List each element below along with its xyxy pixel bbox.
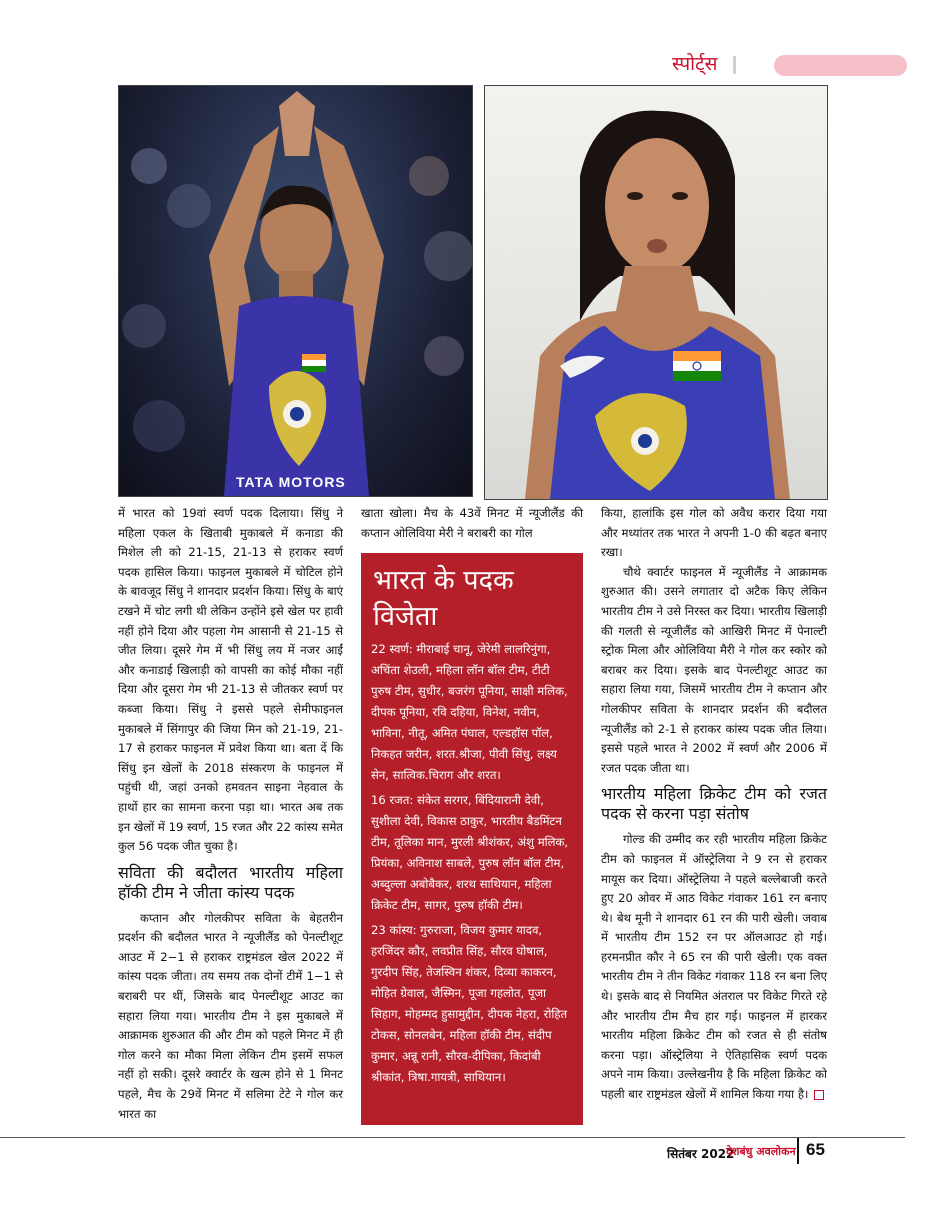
bronze-medal-list: 23 कांस्य: गुरुराजा, विजय कुमार यादव, हरजिंदर कौर, लवप्रीत सिंह, सौरव घोषाल, गुरदीप सिंह, तेजस्विन शंकर, दिव्या काकरन, मोहित ग्रेवाल, जैस्मिन, पूजा गहलोत, पूजा सिहाग, मोहम्मद हुसामुद्दीन, दीपक नेहरा, रोहित टोकस, सोनलबेन, महिला हॉकी टीम, संदीप कुमार, अन्नू रानी, सौरव-दीपिका, किदांबी श्रीकांत, त्रिषा.गायत्री, साथियान।	[371, 923, 568, 1084]
wrestler-male-photo	[118, 85, 473, 497]
wrestler-female-illustration	[485, 86, 827, 499]
article-column-1	[118, 504, 343, 1124]
section-divider	[733, 56, 736, 74]
section-label: स्पोर्ट्स	[672, 53, 718, 75]
magazine-logo: देशबंधु अवलोकन	[726, 1145, 796, 1158]
footer-separator	[797, 1138, 799, 1164]
section-pill-decoration	[774, 55, 907, 76]
footer-rule	[0, 1137, 905, 1138]
article-subheading: सविता की बदौलत भारतीय महिला हॉकी टीम ने जीता कांस्य पदक	[118, 862, 343, 902]
jersey-sponsor-text: TATA MOTORS	[236, 474, 346, 490]
issue-date: सितंबर 2022	[667, 1147, 735, 1161]
article-paragraph: कप्तान और गोलकीपर सविता के बेहतरीन प्रदर्शन की बदौलत भारत ने न्यूजीलैंड को पेनल्टीशूट आउट में 2−1 से हराकर राष्ट्रमंडल खेल 2022 में कांस्य पदक जीता। तय समय तक दोनों टीमें 1−1 से बराबरी पर थीं, जिसके बाद पेनल्टीशूट आउट का सहारा लिया गया। भारतीय टीम ने इस मुकाबले में आक्रामक शुरुआत की और टीम को पहले मिनट में ही गोल करने का मौका मिला लेकिन टीम इसमें सफल नहीं हो सकी। दूसरे क्वार्टर के खत्म होने से 1 मिनट पहले, मैच के 29वें मिनट में सलिमा टेटे ने गोल कर भारत का	[118, 910, 343, 1121]
page-number: 65	[806, 1140, 825, 1159]
gold-medal-list: 22 स्वर्ण: मीराबाई चानू, जेरेमी लालरिनुंगा, अचिंता शेउली, महिला लॉन बॉल टीम, टीटी पुरुष टीम, सुधीर, बजरंग पूनिया, साक्षी मलिक, दीपक पूनिया, रवि दहिया, विनेश, नवीन, भाविना, नीतू, अमित पंघाल, एल्डहॉस पॉल, निकहत जरीन, शरत.श्रीजा, पीवी सिंधु, लक्ष्य सेन, सात्विक.चिराग और शरत।	[371, 642, 568, 782]
article-paragraph: चौथे क्वार्टर फाइनल में न्यूजीलैंड ने आक्रामक शुरुआत की। उसने लगातार दो अटैक किए लेकिन भारतीय टीम ने उसे निरस्त कर दिया। भारतीय खिलाड़ी की गलती से न्यूजीलैंड को आखिरी मिनट में पेनाल्टी स्ट्रोक मिला और ओलिविया मैरी ने गोल कर स्कोर को बराबर कर दिया। इसके बाद पेनल्टीशूट आउट का सहारा लिया गया, जिसमें भारतीय टीम ने कप्तान और गोलकीपर सविता के शानदार प्रदर्शन की बदौलत न्यूजीलैंड को 2-1 से हराकर कांस्य पदक जीत लिया। इससे पहले भारत ने 2002 में स्वर्ण और 2006 में रजत पदक जीता था।	[601, 564, 827, 775]
article-paragraph: किया, हालांकि इस गोल को अवैध करार दिया गया और मध्यांतर तक भारत ने अपनी 1-0 की बढ़त बनाए रखा।	[601, 506, 827, 560]
article-paragraph: में भारत को 19वां स्वर्ण पदक दिलाया। सिंधु ने महिला एकल के खिताबी मुकाबले में कनाडा की मिशेल ली को 21-15, 21-13 से हराकर स्वर्ण पदक हासिल किया। फाइनल मुकाबले में चोटिल होने के बावजूद सिंधु ने शानदार प्रदर्शन किया। सिंधु के बाएं टखने में चोट लगी थी लेकिन उन्होंने इसे खेल पर हावी नहीं होने दिया और पहला गेम आसानी से 21-15 से जीत लिया। दूसरे गेम में भी सिंधु लय में नजर आईं और कनाडाई खिलाड़ी को वापसी का कोई मौका नहीं दिया और दूसरा गेम भी 21-13 से जीतकर स्वर्ण पर कब्जा किया। सिंधु ने इससे पहले सेमीफाइनल मुकाबले में सिंगापुर की जिया मिन को 21-19, 21-17 से हराकर फाइनल में प्रवेश किया था। बता दें कि सिंधु इन खेलों के 2018 संस्करण के फाइनल में पहुंची थी, जहां उनको हमवतन साइना नेहवाल के हाथों हार का सामना करना पड़ा था। भारत अब तक इन खेलों में 19 स्वर्ण, 15 रजत और 22 कांस्य समेत कुल 56 पदक जीत चुका है।	[118, 506, 343, 854]
end-of-article-icon	[814, 1090, 824, 1100]
article-subheading: भारतीय महिला क्रिकेट टीम को रजत पदक से करना पड़ा संतोष	[601, 784, 827, 824]
medal-box-title: भारत के पदक विजेता	[373, 565, 514, 632]
article-column-2	[361, 504, 583, 543]
wrestler-female-photo	[484, 85, 828, 500]
wrestler-male-illustration	[119, 86, 472, 496]
silver-medal-list: 16 रजत: संकेत सरगर, बिंदियारानी देवी, सुशीला देवी, विकास ठाकुर, भारतीय बैडमिंटन टीम, तूलिका मान, मुरली श्रीशंकर, अंशु मलिक, प्रियंका, अविनाश साबले, पुरुष लॉन बॉल टीम, अब्दुल्ला अबोबैकर, शरथ साथियान, महिला क्रिकेट टीम, सागर, पुरुष हॉकी टीम।	[371, 793, 569, 912]
article-paragraph: खाता खोला। मैच के 43वें मिनट में न्यूजीलैंड की कप्तान ओलिविया मेरी ने बराबरी का गोल	[361, 506, 583, 540]
article-column-3	[601, 504, 827, 1105]
medal-winners-box	[361, 553, 583, 1125]
article-paragraph: गोल्ड की उम्मीद कर रही भारतीय महिला क्रिकेट टीम को फाइनल में ऑस्ट्रेलिया ने 9 रन से हराकर मायूस कर दिया। ऑस्ट्रेलिया ने पहले बल्लेबाजी करते हुए 20 ओवर में आठ विकेट गंवाकर 161 रन बनाए थे। बेथ मूनी ने शानदार 61 रन की पारी खेली। जवाब में भारतीय टीम 152 रन पर ऑलआउट हो गई। हरमनप्रीत कौर ने 65 रन की पारी खेली। एक वक्त भारतीय टीम ने तीन विकेट गंवाकर 118 रन बना लिए थे। इसके बाद से नियमित अंतराल पर विकेट गिरते रहे और भारतीय टीम मैच हार गई। फाइनल में हारकर भारतीय महिला क्रिकेट टीम को रजत से ही संतोष करना पड़ा। ऑस्ट्रेलिया ने ऐतिहासिक स्वर्ण पदक अपने नाम किया। उल्लेखनीय है कि महिला क्रिकेट को पहली बार राष्ट्रमंडल खेलों में शामिल किया गया है।	[601, 832, 827, 1102]
